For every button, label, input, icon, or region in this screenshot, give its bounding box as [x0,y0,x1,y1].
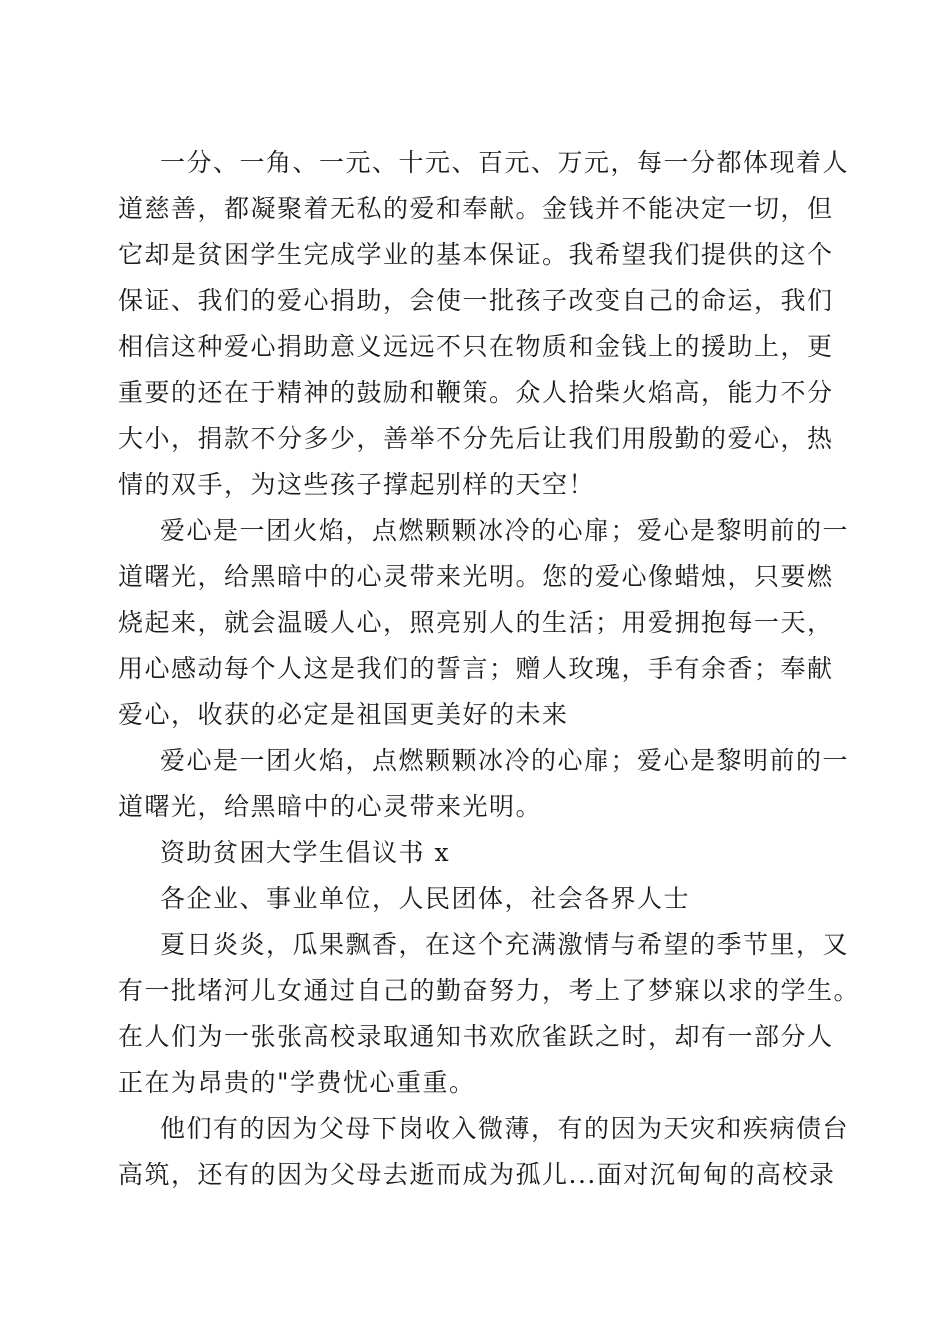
text-line: 正在为昂贵的"学费忧心重重。 [118,1068,476,1097]
text-line: 爱心，收获的必定是祖国更美好的未来 [118,700,569,729]
text-line: 有一批堵河儿女通过自己的勤奋努力，考上了梦寐以求的学生。 [118,976,861,1005]
salutation [118,876,830,922]
text-line: 道慈善，都凝聚着无私的爱和奉献。金钱并不能决定一切，但 [118,194,834,223]
text-line: 道曙光，给黑暗中的心灵带来光明。您的爱心像蜡烛，只要燃 [118,562,834,591]
text-line: 情的双手，为这些孩子撑起别样的天空！ [118,470,596,499]
text-line: 爱心是一团火焰，点燃颗颗冰冷的心扉；爱心是黎明前的一 [160,746,850,775]
heading-line: 资助贫困大学生倡议书 x [160,838,451,867]
paragraph-summer [118,922,861,1106]
text-line: 在人们为一张张高校录取通知书欢欣雀跃之时，却有一部分人 [118,1022,834,1051]
text-line: 用心感动每个人这是我们的誓言；赠人玫瑰，手有余香；奉献 [118,654,834,683]
document-body [118,140,861,1198]
text-line: 夏日炎炎，瓜果飘香，在这个充满激情与希望的季节里，又 [160,930,850,959]
text-line: 它却是贫困学生完成学业的基本保证。我希望我们提供的这个 [118,240,834,269]
text-line: 爱心是一团火焰，点燃颗颗冰冷的心扉；爱心是黎明前的一 [160,516,850,545]
text-line: 他们有的因为父母下岗收入微薄，有的因为天灾和疾病债台 [160,1114,850,1143]
text-line: 保证、我们的爱心捐助，会使一批孩子改变自己的命运，我们 [118,286,834,315]
text-line: 大小，捐款不分多少，善举不分先后让我们用殷勤的爱心，热 [118,424,834,453]
paragraph-love-flame [118,508,850,738]
section-title [118,830,830,876]
text-line: 烧起来，就会温暖人心，照亮别人的生活；用爱拥抱每一天， [118,608,834,637]
text-line: 一分、一角、一元、十元、百元、万元，每一分都体现着人 [160,148,850,177]
text-line: 各企业、事业单位，人民团体，社会各界人士 [160,884,691,913]
text-line: 相信这种爱心捐助意义远远不只在物质和金钱上的援助上，更 [118,332,834,361]
text-line: 高筑，还有的因为父母去逝而成为孤儿...面对沉甸甸的高校录 [118,1160,836,1189]
paragraph-love-flame-repeat [118,738,850,830]
paragraph-donation-value [118,140,850,508]
paragraph-hardship [118,1106,850,1198]
text-line: 重要的还在于精神的鼓励和鞭策。众人拾柴火焰高，能力不分 [118,378,834,407]
text-line: 道曙光，给黑暗中的心灵带来光明。 [118,792,543,821]
